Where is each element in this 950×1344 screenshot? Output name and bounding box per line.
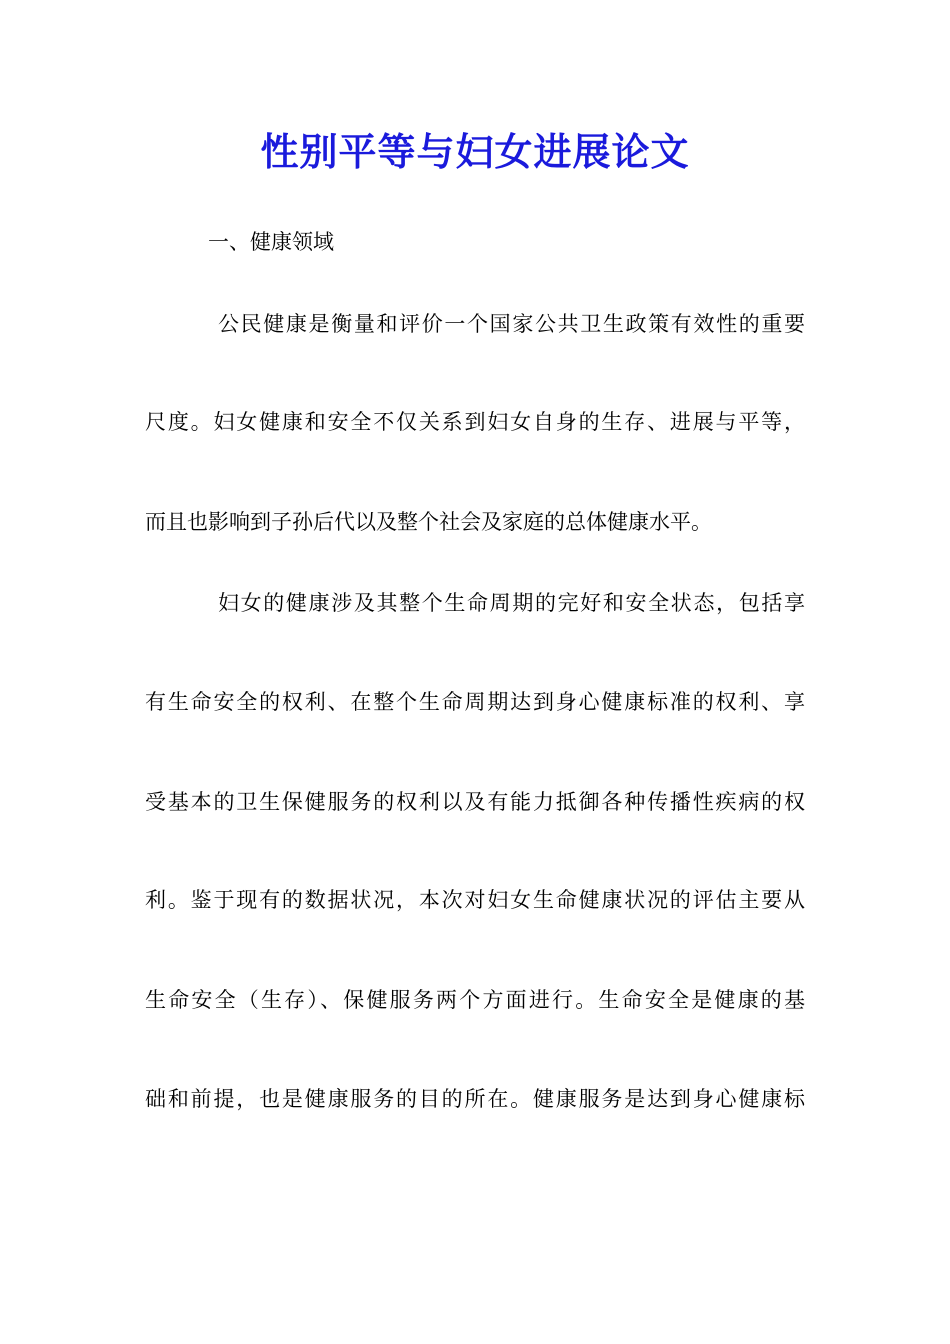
- paragraph-2-line-4: 利。鉴于现有的数据状况，本次对妇女生命健康状况的评估主要从: [145, 888, 805, 912]
- paragraph-2-line-5: 生命安全（生存）、保健服务两个方面进行。生命安全是健康的基: [145, 988, 805, 1012]
- paragraph-1-line-1: 公民健康是衡量和评价一个国家公共卫生政策有效性的重要: [218, 312, 805, 336]
- paragraph-2-line-3: 受基本的卫生保健服务的权利以及有能力抵御各种传播性疾病的权: [145, 790, 805, 814]
- paragraph-1-line-3: 而且也影响到子孙后代以及整个社会及家庭的总体健康水平。: [145, 510, 712, 534]
- paragraph-1-line-2: 尺度。妇女健康和安全不仅关系到妇女自身的生存、进展与平等，: [145, 410, 805, 434]
- paragraph-2-line-2: 有生命安全的权利、在整个生命周期达到身心健康标准的权利、享: [145, 690, 805, 714]
- paragraph-2-line-6: 础和前提，也是健康服务的目的所在。健康服务是达到身心健康标: [145, 1087, 805, 1111]
- document-title: 性别平等与妇女进展论文: [260, 129, 690, 174]
- section-heading: 一、健康领域: [208, 230, 334, 254]
- paragraph-2-line-1: 妇女的健康涉及其整个生命周期的完好和安全状态，包括享: [218, 591, 805, 615]
